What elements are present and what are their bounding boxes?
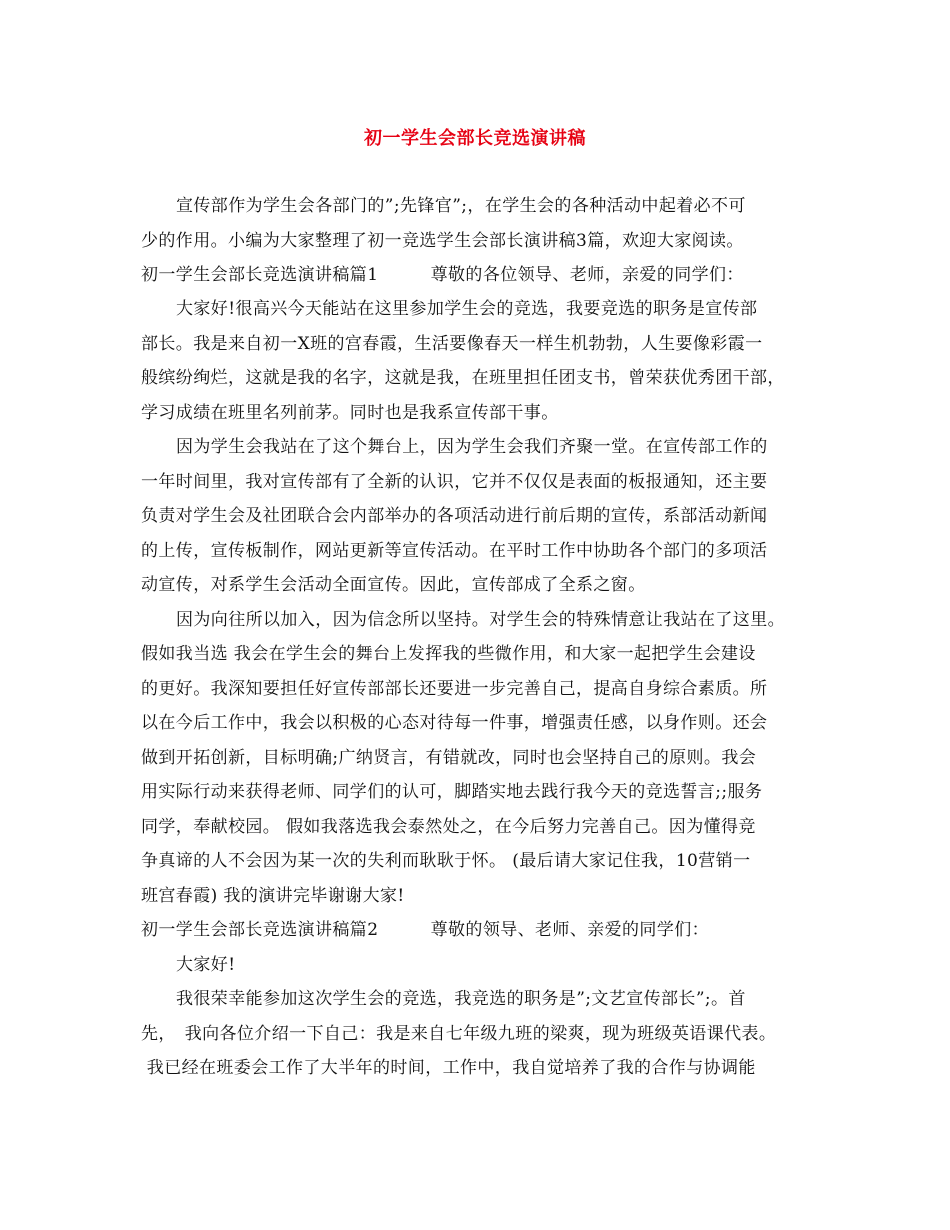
body-line: 做到开拓创新，目标明确;广纳贤言，有错就改，同时也会坚持自己的原则。我会 — [141, 748, 757, 768]
body-line: 学习成绩在班里名列前茅。同时也是我系宣传部干事。 — [141, 403, 559, 423]
body-line: 般缤纷绚烂，这就是我的名字，这就是我，在班里担任团支书，曾荣获优秀团干部， — [141, 368, 785, 388]
body-line: 假如我当选 我会在学生会的舞台上发挥我的些微作用，和大家一起把学生会建设 — [141, 644, 756, 664]
body-line: 一年时间里，我对宣传部有了全新的认识，它并不仅仅是表面的板报通知，还主要 — [141, 472, 768, 492]
document-title: 初一学生会部长竞选演讲稿 — [364, 128, 586, 149]
body-line: 同学，奉献校园。 假如我落选我会泰然处之，在今后努力完善自己。因为懂得竞 — [141, 817, 756, 837]
body-line: 的更好。我深知要担任好宣传部部长还要进一步完善自己，提高自身综合素质。所 — [141, 679, 768, 699]
body-line: 我很荣幸能参加这次学生会的竞选，我竞选的职务是”;文艺宣传部长”;。首 — [176, 989, 746, 1009]
body-line: 我已经在班委会工作了大半年的时间，工作中，我自觉培养了我的合作与协调能 — [141, 1058, 756, 1078]
body-line: 以在今后工作中，我会以积极的心态对待每一件事，增强责任感，以身作则。还会 — [141, 713, 768, 733]
body-line: 争真谛的人不会因为某一次的失利而耿耿于怀。 (最后请大家记住我，10营销一 — [141, 851, 751, 871]
body-line: 部长。我是来自初一X班的宫春霞，生活要像春天一样生机勃勃，人生要像彩霞一 — [141, 334, 763, 354]
body-line: 的上传，宣传板制作，网站更新等宣传活动。在平时工作中协助各个部门的多项活 — [141, 541, 768, 561]
body-line: 大家好!很高兴今天能站在这里参加学生会的竞选，我要竞选的职务是宣传部 — [176, 299, 758, 319]
body-line: 负责对学生会及社团联合会内部举办的各项活动进行前后期的宣传，系部活动新闻 — [141, 506, 768, 526]
body-line: 大家好! — [176, 955, 236, 975]
body-line: 少的作用。小编为大家整理了初一竞选学生会部长演讲稿3篇，欢迎大家阅读。 — [141, 231, 744, 251]
body-line: 用实际行动来获得老师、同学们的认可，脚踏实地去践行我今天的竞选誓言;;服务 — [141, 782, 763, 802]
section-heading-line: 初一学生会部长竞选演讲稿篇2 尊敬的领导、老师、亲爱的同学们： — [141, 920, 710, 940]
body-line: 先， 我向各位介绍一下自己：我是来自七年级九班的梁爽，现为班级英语课代表。 — [141, 1024, 777, 1044]
body-line: 班宫春霞) 我的演讲完毕谢谢大家! — [141, 886, 405, 906]
body-line: 宣传部作为学生会各部门的”;先锋官”;，在学生会的各种活动中起着必不可 — [176, 196, 746, 216]
body-line: 因为向往所以加入，因为信念所以坚持。对学生会的特殊情意让我站在了这里。 — [176, 610, 785, 630]
section-heading-line: 初一学生会部长竞选演讲稿篇1 尊敬的各位领导、老师，亲爱的同学们： — [141, 265, 744, 285]
body-line: 因为学生会我站在了这个舞台上，因为学生会我们齐聚一堂。在宣传部工作的 — [176, 437, 768, 457]
body-line: 动宣传，对系学生会活动全面宣传。因此，宣传部成了全系之窗。 — [141, 575, 646, 595]
